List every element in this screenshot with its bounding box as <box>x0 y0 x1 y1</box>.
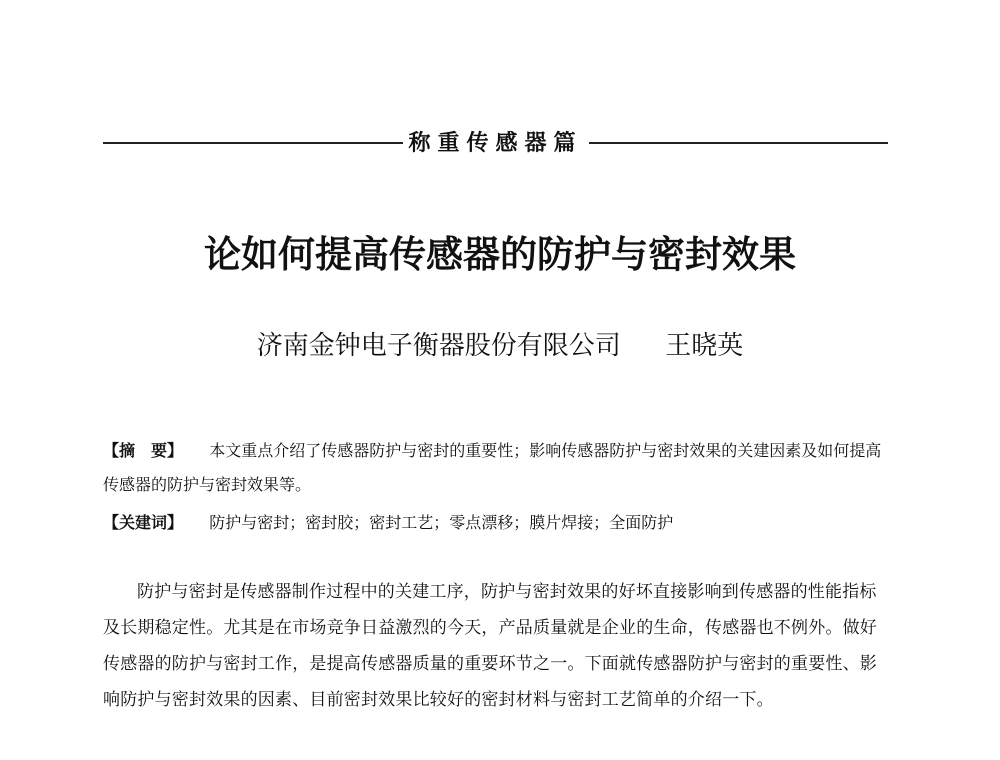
body-paragraph: 防护与密封是传感器制作过程中的关建工序，防护与密封效果的好坏直接影响到传感器的性能指标及长期稳定性。尤其是在市场竞争日益激烈的今天，产品质量就是企业的生命，传感器也不例外。做好传感器的防护与密封工作，是提高传感器质量的重要环节之一。下面就传感器防护与密封的重要性、影响防护与密封效果的因素、目前密封效果比较好的密封材料与密封工艺简单的介绍一下。 <box>103 582 877 710</box>
section-header <box>103 128 888 158</box>
author-line <box>0 328 1000 364</box>
keywords-text: 防护与密封；密封胶；密封工艺；零点漂移；膜片焊接；全面防护 <box>209 513 674 532</box>
header-rule-left <box>103 142 403 144</box>
header-rule-right <box>589 142 889 144</box>
abstract <box>103 434 893 502</box>
abstract-label: 【摘 要】 <box>103 441 184 460</box>
section-label: 称重传感器篇 <box>408 130 583 156</box>
keywords-label: 【关建词】 <box>103 513 184 532</box>
abstract-text: 本文重点介绍了传感器防护与密封的重要性；影响传感器防护与密封效果的关建因素及如何提高传感器的防护与密封效果等。 <box>103 441 882 494</box>
keywords <box>103 506 893 540</box>
author-name: 王晓英 <box>665 331 744 361</box>
organization: 济南金钟电子衡器股份有限公司 <box>256 331 621 361</box>
article-title: 论如何提高传感器的防护与密封效果 <box>204 232 796 276</box>
